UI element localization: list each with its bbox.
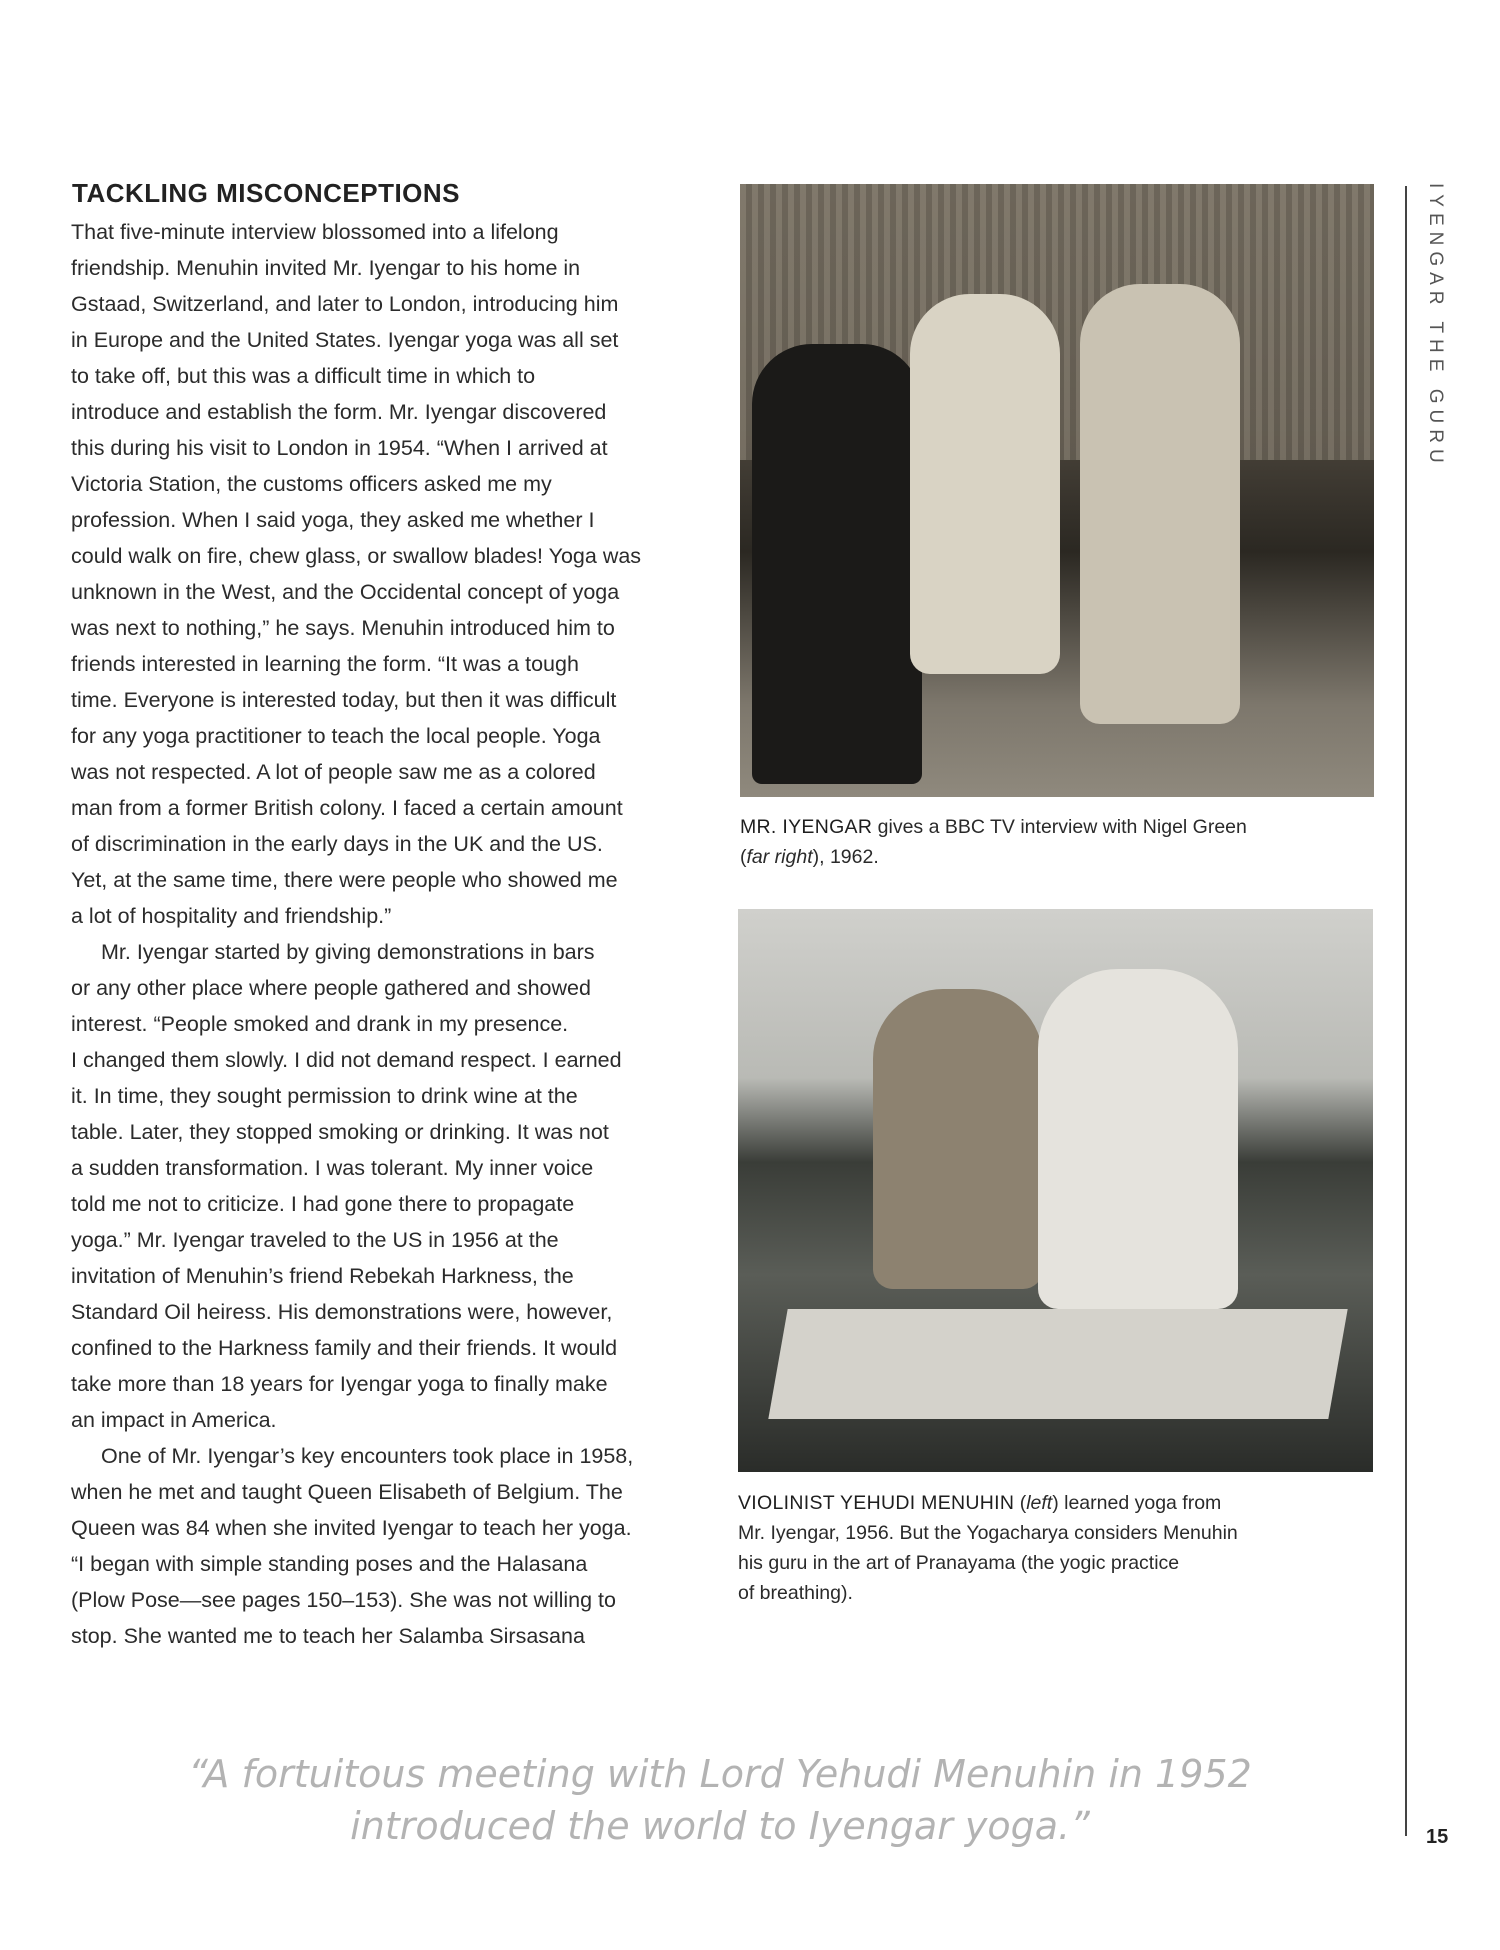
body-line: One of Mr. Iyengar’s key encounters took place in 1958, xyxy=(101,1444,634,1468)
body-line: in Europe and the United States. Iyengar yoga was all set xyxy=(71,328,619,352)
body-line: invitation of Menuhin’s friend Rebekah Harkness, the xyxy=(71,1264,574,1288)
body-line: friends interested in learning the form. “It was a tough xyxy=(71,652,579,676)
pull-quote-line-1: “A fortuitous meeting with Lord Yehudi Menuhin in 1952 xyxy=(188,1752,1252,1796)
body-line: or any other place where people gathered and showed xyxy=(71,976,591,1000)
body-line: to take off, but this was a difficult time in which to xyxy=(71,364,536,388)
body-line: this during his visit to London in 1954. “When I arrived at xyxy=(71,436,608,460)
body-line: interest. “People smoked and drank in my presence. xyxy=(71,1012,569,1036)
body-text xyxy=(71,214,711,1654)
body-line: an impact in America. xyxy=(71,1408,277,1432)
body-line: was not respected. A lot of people saw me as a colored xyxy=(71,760,596,784)
body-line: I changed them slowly. I did not demand respect. I earned xyxy=(71,1048,622,1072)
body-line: That five-minute interview blossomed into a lifelong xyxy=(71,220,559,244)
body-line: of discrimination in the early days in the UK and the US. xyxy=(71,832,603,856)
body-line: “I began with simple standing poses and the Halasana xyxy=(71,1552,588,1576)
photo-menuhin-yoga xyxy=(738,909,1373,1472)
body-line: was next to nothing,” he says. Menuhin introduced him to xyxy=(71,616,615,640)
body-line: when he met and taught Queen Elisabeth of Belgium. The xyxy=(71,1480,623,1504)
body-line: could walk on fire, chew glass, or swallow blades! Yoga was xyxy=(71,544,642,568)
body-line: Standard Oil heiress. His demonstrations were, however, xyxy=(71,1300,613,1324)
body-line: Mr. Iyengar started by giving demonstrations in bars xyxy=(101,940,595,964)
body-line: a sudden transformation. I was tolerant. My inner voice xyxy=(71,1156,594,1180)
body-line: stop. She wanted me to teach her Salamba Sirsasana xyxy=(71,1624,585,1648)
body-line: Queen was 84 when she invited Iyengar to teach her yoga. xyxy=(71,1516,632,1540)
body-line: take more than 18 years for Iyengar yoga to finally make xyxy=(71,1372,608,1396)
body-line: introduce and establish the form. Mr. Iyengar discovered xyxy=(71,400,607,424)
body-line: Yet, at the same time, there were people who showed me xyxy=(71,868,618,892)
body-line: Gstaad, Switzerland, and later to London, introducing him xyxy=(71,292,619,316)
body-line: a lot of hospitality and friendship.” xyxy=(71,904,392,928)
body-line: (Plow Pose—see pages 150–153). She was not willing to xyxy=(71,1588,616,1612)
body-line: unknown in the West, and the Occidental concept of yoga xyxy=(71,580,620,604)
body-line: confined to the Harkness family and their friends. It would xyxy=(71,1336,618,1360)
body-line: told me not to criticize. I had gone there to propagate xyxy=(71,1192,575,1216)
page-number: 15 xyxy=(1426,1826,1449,1848)
pull-quote-line-2: introduced the world to Iyengar yoga.” xyxy=(350,1804,1090,1848)
margin-rule xyxy=(1405,186,1407,1836)
body-line: yoga.” Mr. Iyengar traveled to the US in 1956 at the xyxy=(71,1228,559,1252)
body-line: time. Everyone is interested today, but then it was difficult xyxy=(71,688,617,712)
photo-caption-1: MR. IYENGAR gives a BBC TV interview with Nigel Green (far right), 1962. xyxy=(740,816,1247,868)
body-line: friendship. Menuhin invited Mr. Iyengar to his home in xyxy=(71,256,581,280)
body-line: it. In time, they sought permission to drink wine at the xyxy=(71,1084,578,1108)
photo-caption-2: VIOLINIST YEHUDI MENUHIN (left) learned yoga from Mr. Iyengar, 1956. But the Yogacharya considers Menuhin his guru in the art of Pranayama (the yogic practice of breathing). xyxy=(738,1492,1238,1604)
photo-bbc-interview xyxy=(740,184,1374,797)
body-line: for any yoga practitioner to teach the local people. Yoga xyxy=(71,724,601,748)
running-section-label: IYENGAR THE GURU xyxy=(1425,183,1446,469)
body-line: Victoria Station, the customs officers asked me my xyxy=(71,472,552,496)
body-line: profession. When I said yoga, they asked me whether I xyxy=(71,508,595,532)
body-line: table. Later, they stopped smoking or drinking. It was not xyxy=(71,1120,609,1144)
body-line: man from a former British colony. I faced a certain amount xyxy=(71,796,623,820)
section-heading: TACKLING MISCONCEPTIONS xyxy=(72,178,461,208)
